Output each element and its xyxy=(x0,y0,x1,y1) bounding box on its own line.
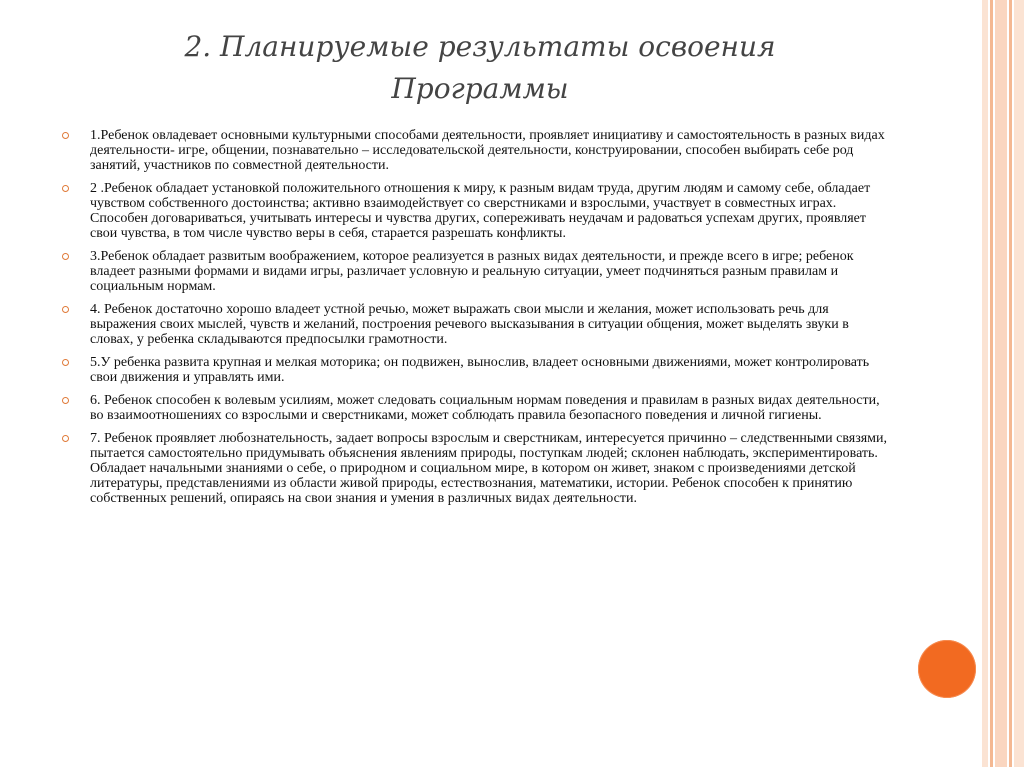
decorative-stripes xyxy=(982,0,1024,767)
list-item-text: 6. Ребенок способен к волевым усилиям, может следовать социальным нормам поведения и правилам в разных видах деятельности, во взаимоотношениях со взрослыми и сверстниками, может соблюдать правила безопасного поведения и личной гигиены. xyxy=(90,393,880,423)
stripe-5 xyxy=(1014,0,1024,767)
list-item xyxy=(62,181,892,241)
stripe-1 xyxy=(982,0,988,767)
title-line-2: Программы xyxy=(391,72,569,105)
bullet-icon xyxy=(62,359,69,366)
bullet-icon xyxy=(62,397,69,404)
list-item xyxy=(62,128,892,173)
list-item xyxy=(62,249,892,294)
list-item xyxy=(62,355,892,385)
stripe-2 xyxy=(990,0,993,767)
list-item-text: 4. Ребенок достаточно хорошо владеет устной речью, может выражать свои мысли и желания, может использовать речь для выражения своих мыслей, чувств и желаний, построения речевого высказывания в ситуации общения, может выделять звуки в словах, у ребенка складываются предпосылки грамотности. xyxy=(90,302,849,347)
list-item xyxy=(62,393,892,423)
stripe-4 xyxy=(1009,0,1012,767)
list-item xyxy=(62,302,892,347)
bullet-icon xyxy=(62,185,69,192)
list-item xyxy=(62,431,892,506)
list-item-text: 1.Ребенок овладевает основными культурными способами деятельности, проявляет инициативу и самостоятельность в разных видах деятельности- игре, общении, познавательно – исследовательской деятельности, конструировании, способен выбирать себе род занятий, участников по совместной деятельности. xyxy=(90,128,885,173)
list-item-text: 2 .Ребенок обладает установкой положительного отношения к миру, к разным видам труда, другим людям и самому себе, обладает чувством собственного достоинства; активно взаимодействует со сверстниками и взрослыми, участвует в совместных играх. Способен договариваться, учитывать интересы и чувства других, сопереживать неудачам и радоваться успехам других, проявляет свои чувства, в том числе чувство веры в себя, старается разрешать конфликты. xyxy=(90,181,871,241)
bullet-icon xyxy=(62,306,69,313)
title-line-1: 2. Планируемые результаты освоения xyxy=(184,30,776,63)
orange-circle-icon xyxy=(918,640,976,698)
list-item-text: 3.Ребенок обладает развитым воображением, которое реализуется в разных видах деятельности, и прежде всего в игре; ребенок владеет разными формами и видами игры, различает условную и реальную ситуации, умеет подчиняться разным правилам и социальным нормам. xyxy=(90,249,854,294)
bullet-icon xyxy=(62,132,69,139)
list-item-text: 7. Ребенок проявляет любознательность, задает вопросы взрослым и сверстникам, интересуется причинно – следственными связями, пытается самостоятельно придумывать объяснения явлениям природы, поступкам людей; склонен наблюдать, экспериментировать. Обладает начальными знаниями о себе, о природном и социальном мире, в котором он живет, знаком с произведениями детской литературы, представлениями из области живой природы, естествознания, математики, истории. Ребенок способен к принятию собственных решений, опираясь на свои знания и умения в различных видах деятельности. xyxy=(90,431,888,506)
stripe-3 xyxy=(995,0,1007,767)
list-item-text: 5.У ребенка развита крупная и мелкая моторика; он подвижен, вынослив, владеет основными движениями, может контролировать свои движения и управлять ими. xyxy=(90,355,870,385)
slide-title xyxy=(120,26,840,110)
bullet-icon xyxy=(62,253,69,260)
results-list xyxy=(62,128,892,514)
bullet-icon xyxy=(62,435,69,442)
